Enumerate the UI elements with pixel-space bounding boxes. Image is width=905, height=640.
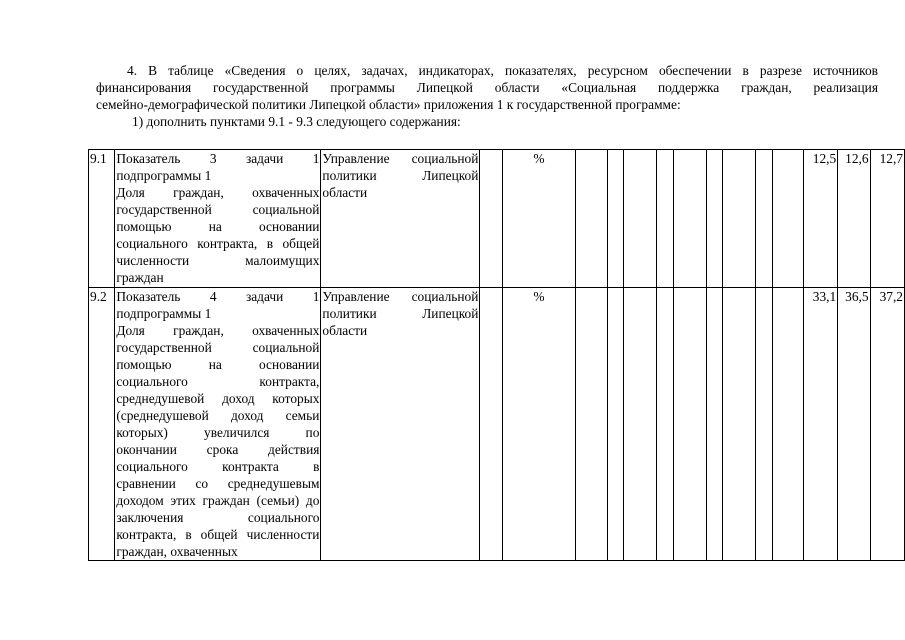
empty-cell bbox=[673, 288, 706, 561]
indicator-name-line: Показатель 4 задачи 1 bbox=[116, 289, 320, 304]
indicator-name-line: заключения социального bbox=[116, 510, 320, 525]
responsible-cell bbox=[321, 288, 480, 561]
indicator-name-line: помощью на основании bbox=[116, 357, 320, 372]
value-cell: 33,1 bbox=[804, 288, 838, 561]
responsible-line: политики Липецкой bbox=[322, 306, 479, 321]
indicator-name-line: Доля граждан, охваченных bbox=[116, 323, 320, 338]
indicator-name-line: социального контракта в bbox=[116, 459, 320, 474]
responsible-cell bbox=[321, 150, 480, 288]
empty-cell bbox=[756, 150, 773, 288]
empty-cell bbox=[673, 150, 706, 288]
indicator-name-line: граждан, охваченных bbox=[116, 544, 238, 559]
indicator-name-line: окончании срока действия bbox=[116, 442, 320, 457]
responsible-line: Управление социальной bbox=[322, 289, 479, 304]
responsible-line: области bbox=[322, 323, 368, 338]
indicator-name-line: социального контракта, bbox=[116, 374, 320, 389]
empty-cell bbox=[723, 288, 756, 561]
indicator-name-cell bbox=[115, 150, 321, 288]
value-cell: 37,2 bbox=[870, 288, 904, 561]
indicator-name-line: которых) увеличился по bbox=[116, 425, 320, 440]
indicator-name-line: Показатель 3 задачи 1 bbox=[116, 151, 320, 166]
empty-cell bbox=[624, 150, 657, 288]
intro-line-1: 4. В таблице «Сведения о целях, задачах, индикаторах, показателях, ресурсном обеспечении в разрезе источников bbox=[127, 63, 878, 78]
empty-cell bbox=[575, 288, 607, 561]
indicator-name-line: доходом этих граждан (семьи) до bbox=[116, 493, 320, 508]
empty-cell bbox=[624, 288, 657, 561]
empty-cell bbox=[480, 288, 503, 561]
indicator-name-line: социального контракта, в общей bbox=[116, 236, 320, 251]
empty-cell bbox=[706, 288, 723, 561]
unit-cell: % bbox=[503, 150, 575, 288]
intro-paragraph bbox=[96, 62, 878, 130]
indicators-table bbox=[88, 149, 905, 561]
empty-cell bbox=[607, 150, 624, 288]
value-cell: 12,6 bbox=[838, 150, 870, 288]
intro-line-4: 1) дополнить пунктами 9.1 - 9.3 следующего содержания: bbox=[132, 114, 461, 129]
responsible-line: Управление социальной bbox=[322, 151, 479, 166]
indicator-name-line: сравнении со среднедушевым bbox=[116, 476, 320, 491]
empty-cell bbox=[723, 150, 756, 288]
value-cell: 36,5 bbox=[838, 288, 870, 561]
indicator-name-line: (среднедушевой доход семьи bbox=[116, 408, 320, 423]
indicator-name-cell bbox=[115, 288, 321, 561]
indicator-name-line: государственной социальной bbox=[116, 340, 320, 355]
indicator-name-line: помощью на основании bbox=[116, 219, 320, 234]
table-row bbox=[89, 288, 905, 561]
indicator-name-line: численности малоимущих bbox=[116, 253, 320, 268]
responsible-line: области bbox=[322, 185, 368, 200]
empty-cell bbox=[772, 150, 803, 288]
empty-cell bbox=[772, 288, 803, 561]
empty-cell bbox=[480, 150, 503, 288]
indicator-name-line: среднедушевой доход которых bbox=[116, 391, 320, 406]
empty-cell bbox=[657, 288, 674, 561]
empty-cell bbox=[756, 288, 773, 561]
responsible-line: политики Липецкой bbox=[322, 168, 479, 183]
indicator-name-line: подпрограммы 1 bbox=[116, 306, 212, 321]
indicator-name-line: контракта, в общей численности bbox=[116, 527, 320, 542]
value-cell: 12,5 bbox=[804, 150, 838, 288]
indicator-name-line: государственной социальной bbox=[116, 202, 320, 217]
empty-cell bbox=[575, 150, 607, 288]
unit-cell: % bbox=[503, 288, 575, 561]
indicator-name-line: граждан bbox=[116, 270, 164, 285]
table-row bbox=[89, 150, 905, 288]
indicator-name-line: подпрограммы 1 bbox=[116, 168, 212, 183]
empty-cell bbox=[657, 150, 674, 288]
empty-cell bbox=[706, 150, 723, 288]
value-cell: 12,7 bbox=[870, 150, 904, 288]
intro-line-2: финансирования государственной программы Липецкой области «Социальная поддержка граждан, реализация bbox=[96, 80, 878, 95]
row-number-cell: 9.1 bbox=[89, 150, 115, 288]
indicator-name-line: Доля граждан, охваченных bbox=[116, 185, 320, 200]
row-number-cell: 9.2 bbox=[89, 288, 115, 561]
intro-line-3: семейно-демографической политики Липецкой области» приложения 1 к государственной программе: bbox=[96, 97, 681, 112]
empty-cell bbox=[607, 288, 624, 561]
